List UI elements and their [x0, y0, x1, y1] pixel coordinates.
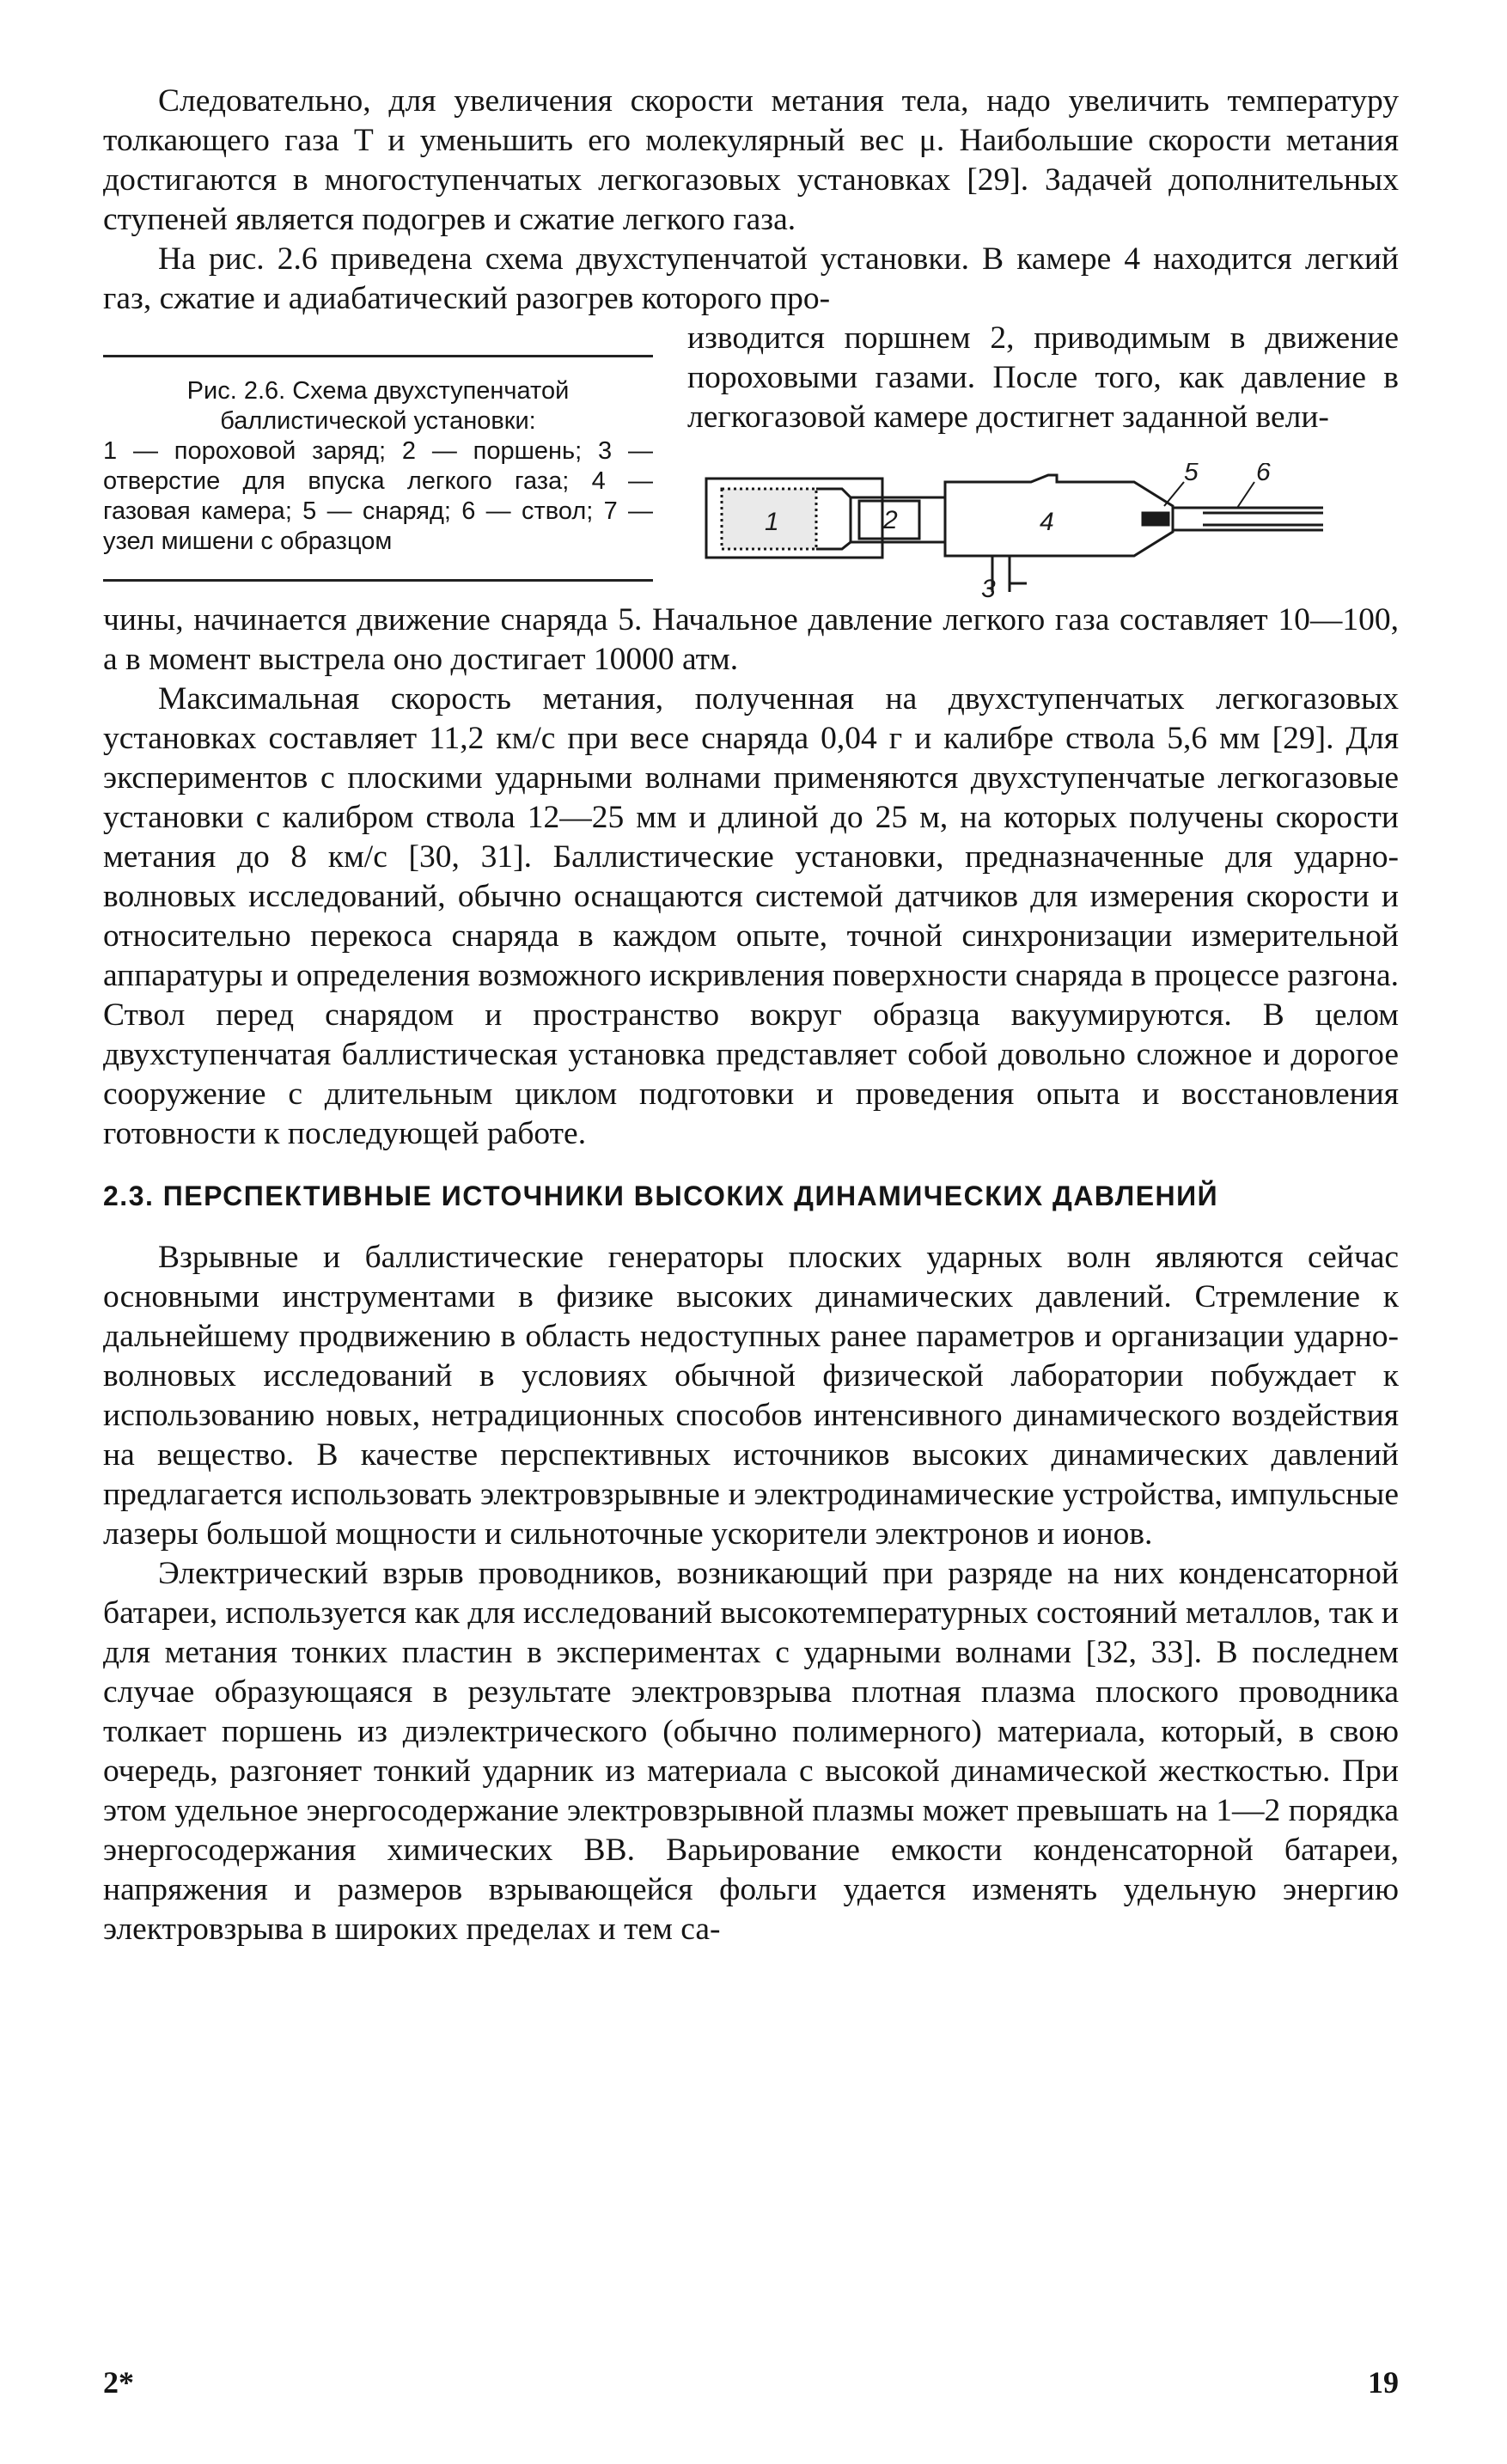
label-3: 3: [981, 575, 996, 601]
page-footer: [103, 2364, 1399, 2400]
figure-caption-title: Рис. 2.6. Схема двухступенчатой баллистической установки:: [186, 377, 570, 435]
label-1: 1: [765, 508, 779, 536]
figure-caption-items: 1 — пороховой заряд; 2 — поршень; 3 — отверстие для впуска легкого газа; 4 — газовая камера; 5 — снаряд; 6 — ствол; 7 — узел мишени с образцом: [103, 437, 653, 555]
paragraph-projectile-motion: чины, начинается движение снаряда 5. Начальное давление легкого газа составляет 10—100, а в момент выстрела оно достигает 10000 атм.: [103, 602, 1399, 677]
paragraph-explosive-generators: Взрывные и баллистические генераторы плоских ударных волн являются сейчас основными инструментами в физике высоких динамических давлений. Стремление к дальнейшему продвижению в область недоступных ранее параметров и организации ударно-волновых исследований в условиях обычной физической лаборатории побуждает к использованию новых, нетрадиционных способов интенсивного динамического воздействия на вещество. В качестве перспективных источников высоких динамических давлений предлагается использовать электровзрывные и электродинамические устройства, импульсные лазеры большой мощности и сильноточные ускорители электронов и ионов.: [103, 1240, 1399, 1552]
paragraph-figure-intro: На рис. 2.6 приведена схема двухступенчатой установки. В камере 4 находится легкий газ, сжатие и адиабатический разогрев которого про-: [103, 241, 1399, 316]
figure-caption: [103, 355, 653, 582]
paragraph-electric-explosion: Электрический взрыв проводников, возникающий при разряде на них конденсаторной батареи, используется как для исследований высокотемпературных состояний металлов, так и для метания тонких пластин в экспериментах с ударными волнами [32, 33]. В последнем случае образующаяся в результате электровзрыва плотная плазма плоского проводника толкает поршень из диэлектрического (обычно полимерного) материала, который, в свою очередь, разгоняет тонкий ударник из материала с высокой динамической жесткостью. При этом удельное энергосодержание электровзрывной плазмы может превышать на 1—2 порядка энергосодержания химических ВВ. Варьирование емкости конденсаторной батареи, напряжения и размеров взрывающейся фольги удается изменять удельную энергию электровзрыва в широких пределах и тем са-: [103, 1556, 1399, 1947]
ballistic-setup-diagram: [687, 463, 1340, 601]
leader-5: [1164, 482, 1184, 506]
chamber-taper: [816, 489, 851, 549]
paragraph-velocity-intro: Следовательно, для увеличения скорости метания тела, надо увеличить температуру толкающего газа T и уменьшить его молекулярный вес μ. Наибольшие скорости метания достигаются в многоступенчатых легкогазовых установках [29]. Задачей дополнительных ступеней является подогрев и сжатие легкого газа.: [103, 83, 1399, 237]
gas-inlet: [992, 556, 1027, 592]
barrel-lines: [1173, 508, 1323, 530]
projectile-shape: [1143, 513, 1168, 525]
gas-chamber-outline: [945, 475, 1173, 556]
label-4: 4: [1040, 508, 1054, 536]
page-body: [103, 82, 1399, 1949]
figure-text-column: [687, 319, 1399, 601]
figure-diagram: [687, 463, 1399, 601]
label-6: 6: [1256, 463, 1271, 486]
signature-mark: 2*: [103, 2365, 134, 2400]
paragraph-wrap-text: изводится поршнем 2, приводимым в движение пороховыми газами. После того, как давление в легкогазовой камере достигнет заданной вели-: [687, 320, 1399, 435]
page-number: 19: [1368, 2365, 1399, 2400]
label-5: 5: [1184, 463, 1199, 486]
piston-tube: [851, 497, 945, 542]
leader-6: [1237, 482, 1254, 508]
figure-wrap-block: [103, 319, 1399, 601]
label-2: 2: [883, 506, 898, 534]
figure-caption-column: [103, 319, 653, 601]
paragraph-max-velocity: Максимальная скорость метания, полученная на двухступенчатых легкогазовых установках составляет 11,2 км/с при весе снаряда 0,04 г и калибре ствола 5,6 мм [29]. Для экспериментов с плоскими ударными волнами применяются двухступенчатые легкогазовые установки с калибром ствола 12—25 мм и длиной до 25 м, на которых получены скорости метания до 8 км/с [30, 31]. Баллистические установки, предназначенные для ударно-волновых исследований, обычно оснащаются системой датчиков для измерения скорости и относительно перекоса снаряда в каждом опыте, точной синхронизации измерительной аппаратуры и определения возможного искривления поверхности снаряда в процессе разгона. Ствол перед снарядом и пространство вокруг образца вакуумируются. В целом двухступенчатая баллистическая установка представляет собой довольно сложное и дорогое сооружение с длительным циклом подготовки и проведения опыта и восстановления готовности к последующей работе.: [103, 681, 1399, 1151]
section-heading: 2.3. ПЕРСПЕКТИВНЫЕ ИСТОЧНИКИ ВЫСОКИХ ДИНАМИЧЕСКИХ ДАВЛЕНИЙ: [103, 1180, 1219, 1211]
